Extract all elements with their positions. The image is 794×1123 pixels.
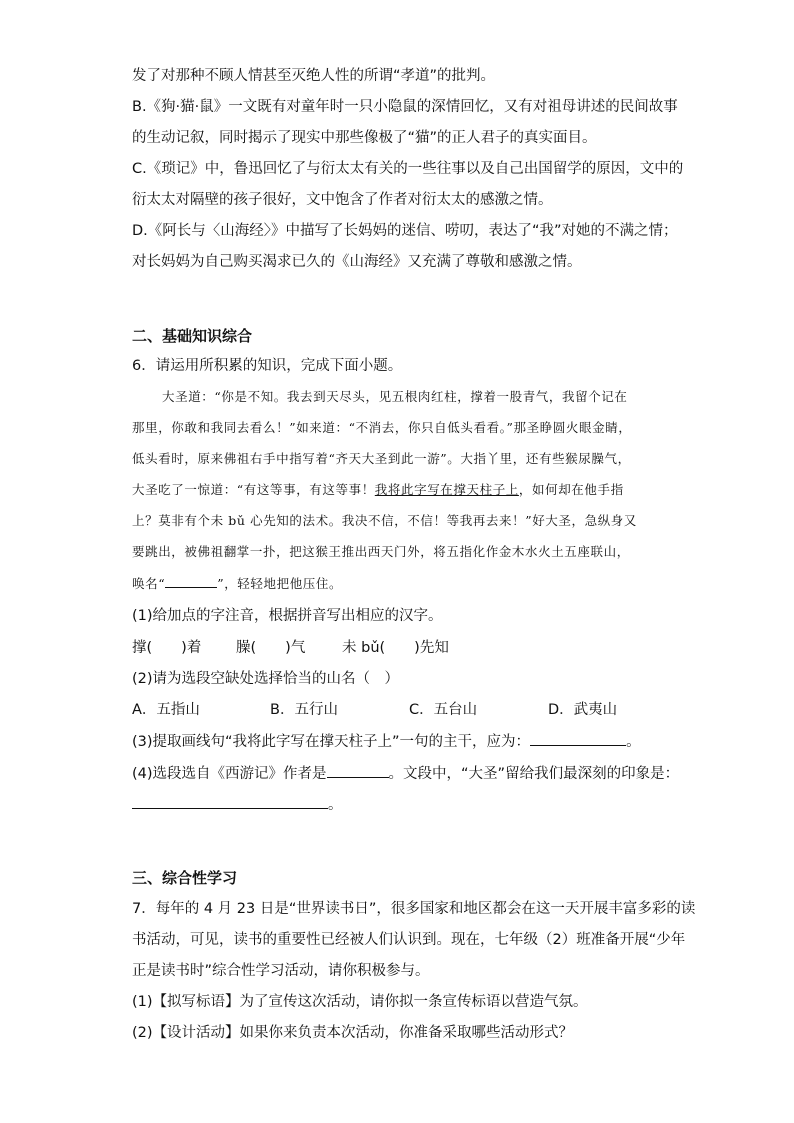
passage-line4-b: ，如何却在他手指 xyxy=(518,482,624,497)
passage-line4 xyxy=(132,480,624,500)
author-blank[interactable] xyxy=(327,763,389,778)
q6-stem: 6．请运用所积累的知识，完成下面小题。 xyxy=(132,358,403,374)
passage-line2: 那里，你敢和我同去看么！”如来道：“不消去，你只自低头看看。”那圣睁圆火眼金睛， xyxy=(132,420,632,435)
section2-heading: 二、基础知识综合 xyxy=(132,327,253,345)
q6-3-line xyxy=(132,731,641,752)
section3-heading: 三、综合性学习 xyxy=(132,869,238,887)
underlined-sentence: 我将此字写在撑天柱子上 xyxy=(374,482,519,497)
carryover-line: 发了对那种不顾人情甚至灭绝人性的所谓“孝道”的批判。 xyxy=(132,68,496,84)
mountain-option-b[interactable]: B．五行山 xyxy=(270,702,338,718)
pinyin-item-2[interactable]: 臊( )气 xyxy=(236,640,306,656)
passage-line5: 上？莫非有个未 bǔ 心先知的法术。我决不信，不信！等我再去来！”好大圣，急纵身又 xyxy=(132,513,637,528)
q6-3-stem: (3)提取画线句“我将此字写在撑天柱子上”一句的主干，应为： xyxy=(132,734,531,750)
q6-4-answer-line xyxy=(132,794,343,815)
q7-sub1: (1)【拟写标语】为了宣传这次活动，请你拟一条宣传标语以营造气氛。 xyxy=(132,994,588,1010)
pinyin-item-1[interactable]: 撑( )着 xyxy=(132,640,202,656)
mountain-option-d[interactable]: D．武夷山 xyxy=(548,702,618,718)
passage-line7 xyxy=(132,573,342,594)
option-c-line2: 衍太太对隔壁的孩子很好，文中饱含了作者对衍太太的感激之情。 xyxy=(132,192,553,208)
q7-sub2: (2)【设计活动】如果你来负责本次活动，你准备采取哪些活动形式？ xyxy=(132,1025,574,1041)
passage-line7-a: 唤名“ xyxy=(132,576,166,591)
trunk-answer-blank[interactable] xyxy=(530,731,626,746)
passage-line6: 要跳出，被佛祖翻掌一扑，把这猴王推出西天门外，将五指化作金木水火土五座联山， xyxy=(132,544,630,559)
q7-line3: 正是读书时”综合性学习活动，请你积极参与。 xyxy=(132,963,430,979)
q6-4-line xyxy=(132,763,679,784)
mountain-option-a[interactable]: A．五指山 xyxy=(132,702,200,718)
q6-4-stem-b: 。文段中，“大圣”留给我们最深刻的印象是： xyxy=(388,766,680,782)
passage-line7-b: ”，轻轻地把他压住。 xyxy=(217,576,343,591)
q6-4-stem-a: (4)选段选自《西游记》作者是 xyxy=(132,766,327,782)
impression-blank[interactable] xyxy=(132,794,328,809)
mountain-option-c[interactable]: C．五台山 xyxy=(409,702,478,718)
passage-line3: 低头看时，原来佛祖右手中指写着“齐天大圣到此一游”。大指丫里，还有些猴尿臊气， xyxy=(132,451,631,466)
option-b-line2: 的生动记叙，同时揭示了现实中那些像极了“猫”的正人君子的真实面目。 xyxy=(132,130,597,146)
passage-line1: 大圣道：“你是不知。我去到天尽头，见五根肉红柱，撑着一股青气，我留个记在 xyxy=(162,389,628,404)
q6-4-end: 。 xyxy=(328,797,343,813)
q7-line2: 书活动，可见，读书的重要性已经被人们认识到。现在，七年级（2）班准备开展“少年 xyxy=(132,932,686,948)
option-d-line1: D.《阿长与〈山海经〉》中描写了长妈妈的迷信、唠叨，表达了“我”对她的不满之情； xyxy=(132,223,678,239)
mountain-blank[interactable] xyxy=(165,573,217,588)
option-b-line1: B.《狗·猫·鼠》一文既有对童年时一只小隐鼠的深情回忆，又有对祖母讲述的民间故事 xyxy=(132,99,678,115)
option-d-line2: 对长妈妈为自己购买渴求已久的《山海经》又充满了尊敬和感激之情。 xyxy=(132,254,582,270)
q6-2-stem: (2)请为选段空缺处选择恰当的山名（ ） xyxy=(132,671,400,687)
q6-3-end: 。 xyxy=(626,734,641,750)
passage-line4-a: 大圣吃了一惊道：“有这等事，有这等事！ xyxy=(132,482,375,497)
q7-line1: 7．每年的 4 月 23 日是“世界读书日”，很多国家和地区都会在这一天开展丰富多彩的读 xyxy=(132,901,696,917)
pinyin-item-3[interactable]: 未 bǔ( )先知 xyxy=(342,640,449,656)
option-c-line1: C.《琐记》中，鲁迅回忆了与衍太太有关的一些往事以及自己出国留学的原因，文中的 xyxy=(132,161,684,177)
q6-1-stem: (1)给加点的字注音，根据拼音写出相应的汉字。 xyxy=(132,608,443,624)
